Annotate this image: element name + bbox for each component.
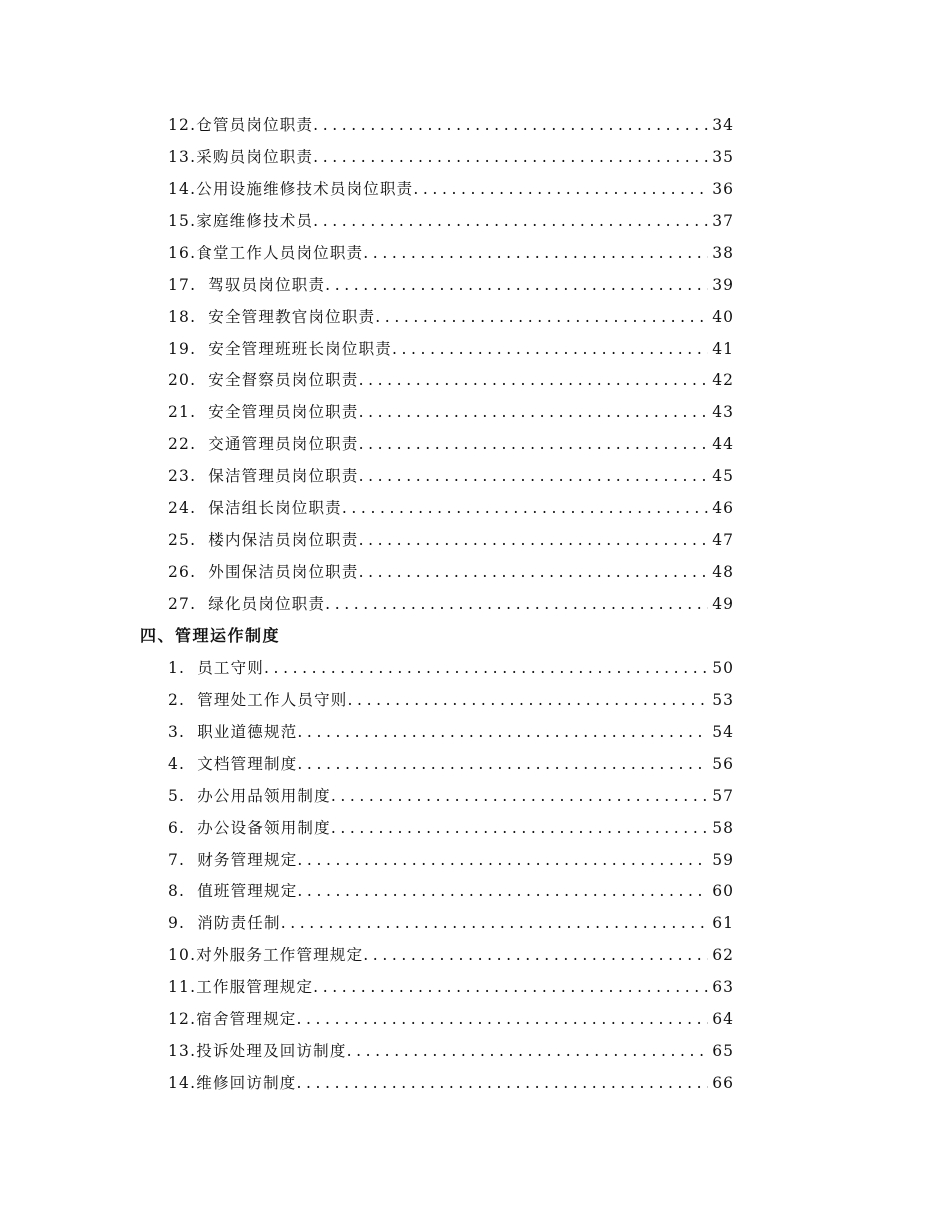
- toc-entry[interactable]: [0, 651, 950, 683]
- toc-entry-title: 采购员岗位职责: [196, 147, 314, 166]
- toc-entry-line: [168, 177, 734, 199]
- toc-entry[interactable]: [0, 843, 950, 875]
- toc-entry-number: 21.: [168, 403, 197, 422]
- toc-dot-leader: [342, 499, 708, 517]
- toc-entry[interactable]: [0, 300, 950, 332]
- toc-entry[interactable]: [0, 364, 950, 396]
- toc-entry-title: 宿舍管理规定: [196, 1010, 297, 1029]
- toc-list-positions: [0, 108, 950, 619]
- toc-entry-line: [168, 432, 734, 454]
- toc-entry-line: [168, 1039, 734, 1061]
- toc-entry-number: 7.: [168, 850, 186, 869]
- toc-entry-title: 安全管理员岗位职责: [208, 403, 359, 422]
- toc-entry[interactable]: [0, 395, 950, 427]
- toc-entry-title: 仓管员岗位职责: [196, 115, 314, 134]
- toc-entry-line: [168, 400, 734, 422]
- toc-dot-leader: [297, 882, 708, 900]
- toc-entry-title: 办公设备领用制度: [197, 818, 331, 837]
- toc-entry[interactable]: [0, 683, 950, 715]
- toc-page-number: 35: [712, 147, 734, 166]
- toc-entry-line: [168, 273, 734, 295]
- toc-entry-line: [168, 464, 734, 486]
- toc-entry[interactable]: [0, 811, 950, 843]
- toc-entry-title: 管理处工作人员守则: [197, 690, 348, 709]
- toc-page-number: 37: [712, 211, 734, 230]
- toc-entry-number: 14.: [168, 1074, 197, 1093]
- toc-entry[interactable]: [0, 555, 950, 587]
- toc-page-number: 61: [712, 914, 734, 933]
- toc-entry-number: 13.: [168, 1042, 197, 1061]
- toc-entry-title: 值班管理规定: [197, 882, 298, 901]
- toc-entry-number: 4.: [168, 754, 186, 773]
- toc-dot-leader: [348, 691, 709, 709]
- toc-entry-line: [168, 113, 734, 135]
- toc-page-number: 59: [712, 850, 734, 869]
- table-of-contents: [0, 108, 950, 1098]
- toc-entry[interactable]: [0, 459, 950, 491]
- toc-entry-line: [168, 368, 734, 390]
- toc-entry[interactable]: [0, 906, 950, 938]
- toc-dot-leader: [313, 148, 708, 166]
- toc-entry-title: 员工守则: [197, 658, 265, 677]
- toc-page-number: 45: [712, 467, 734, 486]
- toc-dot-leader: [264, 659, 708, 677]
- toc-entry-title: 维修回访制度: [196, 1074, 297, 1093]
- toc-list-regulations: [0, 651, 950, 1098]
- toc-page-number: 46: [712, 499, 734, 518]
- toc-entry-number: 11.: [168, 978, 197, 997]
- toc-entry-title: 安全管理教官岗位职责: [208, 307, 376, 326]
- toc-page-number: 57: [712, 786, 734, 805]
- toc-entry-title: 保洁管理员岗位职责: [208, 467, 359, 486]
- toc-entry[interactable]: [0, 523, 950, 555]
- toc-entry-number: 12.: [168, 1010, 197, 1029]
- toc-entry-line: [168, 848, 734, 870]
- toc-entry-line: [168, 879, 734, 901]
- toc-entry-number: 26.: [168, 563, 197, 582]
- toc-entry-number: 18.: [168, 307, 197, 326]
- toc-entry-title: 家庭维修技术员: [196, 211, 314, 230]
- toc-entry[interactable]: [0, 491, 950, 523]
- toc-page-number: 58: [712, 818, 734, 837]
- toc-entry[interactable]: [0, 332, 950, 364]
- toc-entry-title: 楼内保洁员岗位职责: [208, 531, 359, 550]
- toc-dot-leader: [325, 595, 708, 613]
- toc-entry-number: 5.: [168, 786, 186, 805]
- toc-entry-line: [168, 241, 734, 263]
- toc-entry-line: [168, 943, 734, 965]
- toc-entry-number: 14.: [168, 179, 197, 198]
- toc-entry-number: 6.: [168, 818, 186, 837]
- toc-dot-leader: [347, 1042, 709, 1060]
- toc-entry-line: [168, 1071, 734, 1093]
- toc-entry[interactable]: [0, 715, 950, 747]
- toc-entry-line: [168, 305, 734, 327]
- toc-entry-number: 17.: [168, 275, 197, 294]
- toc-entry-number: 13.: [168, 147, 197, 166]
- toc-page-number: 66: [712, 1074, 734, 1093]
- toc-entry-line: [168, 656, 734, 678]
- toc-entry[interactable]: [0, 204, 950, 236]
- toc-page-number: 64: [712, 1010, 734, 1029]
- toc-entry-title: 食堂工作人员岗位职责: [196, 243, 364, 262]
- toc-entry-line: [168, 911, 734, 933]
- toc-entry-line: [168, 688, 734, 710]
- toc-page-number: 42: [712, 371, 734, 390]
- toc-entry[interactable]: [0, 587, 950, 619]
- toc-entry[interactable]: [0, 427, 950, 459]
- toc-entry-number: 15.: [168, 211, 197, 230]
- toc-entry-title: 消防责任制: [197, 914, 281, 933]
- toc-page-number: 44: [712, 435, 734, 454]
- toc-dot-leader: [313, 116, 708, 134]
- toc-page-number: 50: [712, 658, 734, 677]
- toc-entry[interactable]: [0, 172, 950, 204]
- toc-dot-leader: [297, 851, 708, 869]
- toc-entry[interactable]: [0, 1066, 950, 1098]
- toc-entry-number: 22.: [168, 435, 197, 454]
- toc-dot-leader: [325, 276, 708, 294]
- toc-dot-leader: [331, 819, 708, 837]
- toc-entry-line: [168, 975, 734, 997]
- toc-entry-number: 10.: [168, 946, 197, 965]
- toc-entry-line: [168, 592, 734, 614]
- toc-page-number: 62: [712, 946, 734, 965]
- toc-entry-title: 对外服务工作管理规定: [196, 946, 364, 965]
- toc-page-number: 34: [712, 115, 734, 134]
- toc-entry-title: 驾驭员岗位职责: [208, 275, 326, 294]
- toc-entry-line: [168, 1007, 734, 1029]
- toc-dot-leader: [297, 755, 708, 773]
- toc-dot-leader: [375, 308, 708, 326]
- toc-entry[interactable]: [0, 875, 950, 907]
- toc-entry-number: 1.: [168, 658, 186, 677]
- toc-page-number: 38: [712, 243, 734, 262]
- toc-entry-title: 公用设施维修技术员岗位职责: [196, 179, 414, 198]
- toc-entry-number: 3.: [168, 722, 186, 741]
- toc-dot-leader: [313, 212, 708, 230]
- toc-dot-leader: [363, 946, 708, 964]
- toc-entry-line: [168, 752, 734, 774]
- toc-dot-leader: [281, 914, 709, 932]
- toc-entry-title: 交通管理员岗位职责: [208, 435, 359, 454]
- toc-page-number: 56: [712, 754, 734, 773]
- toc-dot-leader: [359, 531, 709, 549]
- toc-entry[interactable]: [0, 938, 950, 970]
- toc-entry[interactable]: [0, 747, 950, 779]
- toc-entry-line: [168, 209, 734, 231]
- toc-entry-title: 办公用品领用制度: [197, 786, 331, 805]
- toc-dot-leader: [363, 244, 708, 262]
- toc-entry[interactable]: [0, 970, 950, 1002]
- toc-entry-line: [168, 145, 734, 167]
- toc-entry[interactable]: [0, 1002, 950, 1034]
- toc-entry-line: [168, 496, 734, 518]
- toc-entry-number: 8.: [168, 882, 186, 901]
- toc-entry-title: 绿化员岗位职责: [208, 595, 326, 614]
- toc-page-number: 54: [712, 722, 734, 741]
- toc-dot-leader: [296, 1010, 708, 1028]
- toc-entry[interactable]: [0, 236, 950, 268]
- toc-entry-title: 安全督察员岗位职责: [208, 371, 359, 390]
- toc-dot-leader: [297, 723, 708, 741]
- toc-dot-leader: [359, 467, 709, 485]
- toc-dot-leader: [413, 180, 708, 198]
- toc-entry[interactable]: [0, 108, 950, 140]
- toc-entry-number: 24.: [168, 499, 197, 518]
- toc-page-number: 40: [712, 307, 734, 326]
- toc-page-number: 60: [712, 882, 734, 901]
- toc-dot-leader: [313, 978, 708, 996]
- toc-entry-title: 保洁组长岗位职责: [208, 499, 342, 518]
- toc-entry-number: 27.: [168, 595, 197, 614]
- toc-dot-leader: [331, 787, 708, 805]
- toc-entry-title: 投诉处理及回访制度: [196, 1042, 347, 1061]
- toc-entry-number: 20.: [168, 371, 197, 390]
- toc-page-number: 53: [712, 690, 734, 709]
- toc-entry-title: 外围保洁员岗位职责: [208, 563, 359, 582]
- toc-page-number: 63: [712, 978, 734, 997]
- toc-page-number: 41: [712, 339, 734, 358]
- toc-page-number: 39: [712, 275, 734, 294]
- toc-entry-title: 职业道德规范: [197, 722, 298, 741]
- toc-entry-number: 23.: [168, 467, 197, 486]
- toc-entry-title: 安全管理班班长岗位职责: [208, 339, 392, 358]
- toc-entry-line: [168, 720, 734, 742]
- toc-entry-number: 2.: [168, 690, 186, 709]
- toc-entry-number: 9.: [168, 914, 186, 933]
- toc-page-number: 65: [712, 1042, 734, 1061]
- toc-dot-leader: [359, 563, 709, 581]
- toc-page-number: 48: [712, 563, 734, 582]
- toc-page-number: 43: [712, 403, 734, 422]
- toc-entry-line: [168, 560, 734, 582]
- toc-page-number: 47: [712, 531, 734, 550]
- toc-entry-number: 12.: [168, 115, 197, 134]
- toc-entry-title: 工作服管理规定: [196, 978, 314, 997]
- toc-dot-leader: [296, 1074, 708, 1092]
- toc-entry[interactable]: [0, 268, 950, 300]
- toc-entry-line: [168, 528, 734, 550]
- toc-entry[interactable]: [0, 140, 950, 172]
- toc-entry-number: 19.: [168, 339, 197, 358]
- toc-page-number: 49: [712, 595, 734, 614]
- section-heading: 四、管理运作制度: [140, 626, 281, 646]
- toc-entry[interactable]: [0, 779, 950, 811]
- toc-entry[interactable]: [0, 1034, 950, 1066]
- toc-dot-leader: [359, 371, 709, 389]
- toc-entry-number: 16.: [168, 243, 197, 262]
- toc-entry-line: [168, 816, 734, 838]
- toc-page-number: 36: [712, 179, 734, 198]
- toc-entry-number: 25.: [168, 531, 197, 550]
- toc-dot-leader: [392, 340, 708, 358]
- toc-dot-leader: [359, 435, 709, 453]
- toc-entry-title: 财务管理规定: [197, 850, 298, 869]
- toc-dot-leader: [359, 403, 709, 421]
- toc-entry-line: [168, 337, 734, 359]
- toc-entry-line: [168, 784, 734, 806]
- toc-entry-title: 文档管理制度: [197, 754, 298, 773]
